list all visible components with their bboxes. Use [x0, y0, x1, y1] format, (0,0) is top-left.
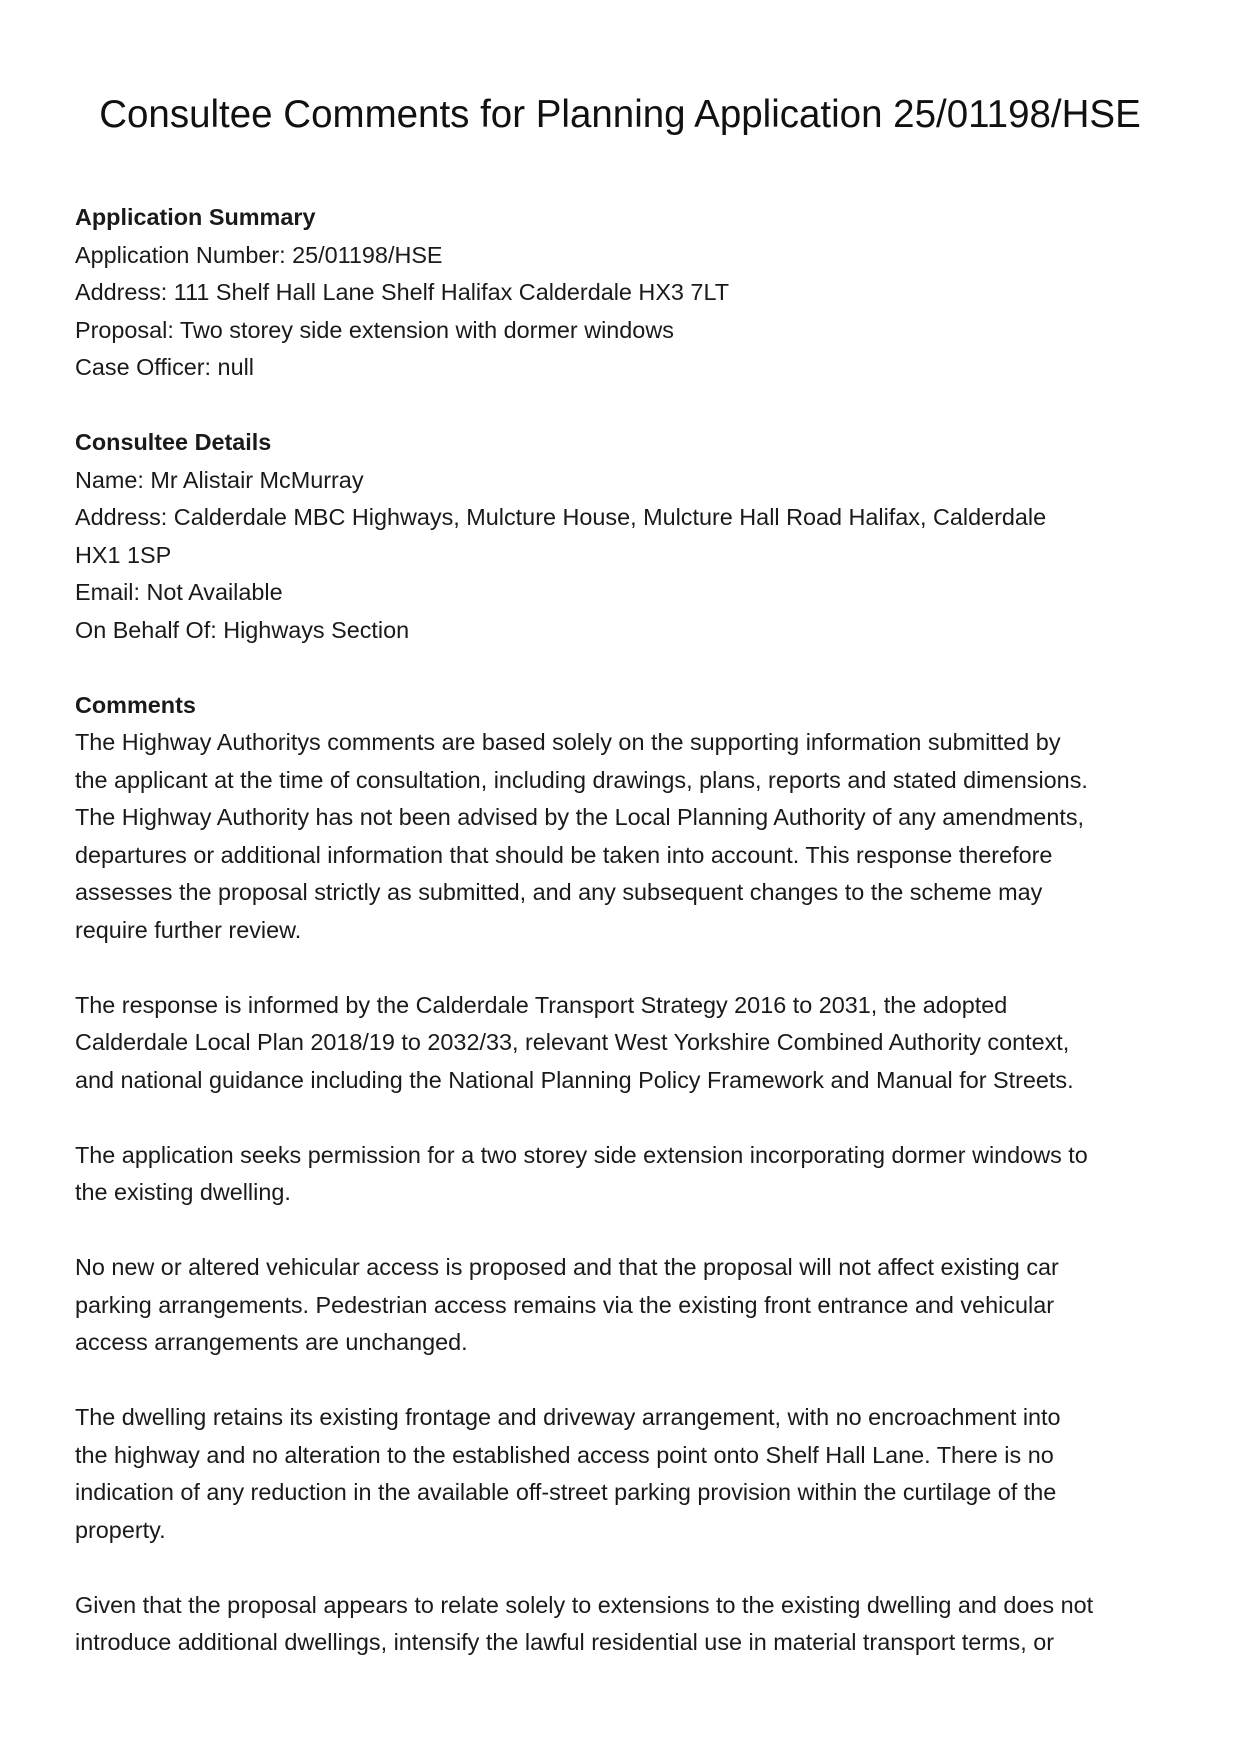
comment-line: introduce additional dwellings, intensify the lawful residential use in material transport terms, or: [75, 1629, 1054, 1655]
application-summary-section: [75, 199, 1175, 387]
comment-line: access arrangements are unchanged.: [75, 1329, 468, 1355]
comment-line: The dwelling retains its existing frontage and driveway arrangement, with no encroachment into: [75, 1404, 1061, 1430]
comment-line: The Highway Authoritys comments are based solely on the supporting information submitted by: [75, 729, 1061, 755]
section-spacer: [75, 649, 1175, 687]
section-spacer: [75, 387, 1175, 425]
document-body: [75, 199, 1175, 1699]
comment-line: departures or additional information that should be taken into account. This response therefore: [75, 841, 1053, 868]
comment-line: the applicant at the time of consultation, including drawings, plans, reports and stated dimensions.: [75, 766, 1088, 793]
comment-paragraph: [75, 987, 1175, 1100]
comment-line: assesses the proposal strictly as submitted, and any subsequent changes to the scheme may: [75, 879, 1043, 905]
comment-line: property.: [75, 1516, 166, 1543]
comment-line: Given that the proposal appears to relate solely to extensions to the existing dwelling and does not: [75, 1591, 1094, 1618]
consultee-on-behalf-of: On Behalf Of: Highways Section: [75, 616, 410, 643]
comment-line: The application seeks permission for a two storey side extension incorporating dormer windows to: [75, 1141, 1088, 1168]
consultee-details-heading: Consultee Details: [75, 429, 272, 455]
comment-paragraph: [75, 1137, 1175, 1212]
comment-line: the highway and no alteration to the established access point onto Shelf Hall Lane. There is no: [75, 1441, 1054, 1468]
application-summary-heading: Application Summary: [75, 204, 316, 230]
comment-line: the existing dwelling.: [75, 1179, 291, 1205]
case-officer: Case Officer: null: [75, 354, 254, 380]
application-number: Application Number: 25/01198/HSE: [75, 241, 443, 268]
comments-section: [75, 687, 1175, 1662]
comment-line: require further review.: [75, 916, 302, 943]
comment-paragraph: [75, 1399, 1175, 1549]
document-title: Consultee Comments for Planning Application 25/01198/HSE: [99, 93, 1141, 136]
comment-line: The Highway Authority has not been advised by the Local Planning Authority of any amendments,: [75, 804, 1085, 830]
comment-line: and national guidance including the National Planning Policy Framework and Manual for Streets.: [75, 1066, 1074, 1093]
comment-line: parking arrangements. Pedestrian access remains via the existing front entrance and vehicular: [75, 1291, 1055, 1318]
comment-line: The response is informed by the Calderdale Transport Strategy 2016 to 2031, the adopted: [75, 991, 1008, 1018]
consultee-address-line-1: Address: Calderdale MBC Highways, Mulcture House, Mulcture Hall Road Halifax, Calderdale: [75, 504, 1047, 530]
application-proposal: Proposal: Two storey side extension with dormer windows: [75, 316, 674, 343]
comment-paragraph: [75, 1249, 1175, 1362]
comment-line: Calderdale Local Plan 2018/19 to 2032/33, relevant West Yorkshire Combined Authority context,: [75, 1029, 1070, 1055]
comment-line: indication of any reduction in the available off-street parking provision within the curtilage of the: [75, 1479, 1057, 1505]
comments-heading: Comments: [75, 691, 196, 718]
consultee-email: Email: Not Available: [75, 579, 283, 605]
comment-paragraph: [75, 1587, 1175, 1662]
consultee-details-section: [75, 424, 1175, 649]
application-address: Address: 111 Shelf Hall Lane Shelf Halifax Calderdale HX3 7LT: [75, 279, 729, 305]
comment-paragraph: [75, 724, 1175, 949]
consultee-address-line-2: HX1 1SP: [75, 541, 172, 568]
consultee-name: Name: Mr Alistair McMurray: [75, 466, 364, 493]
comment-line: No new or altered vehicular access is proposed and that the proposal will not affect existing car: [75, 1254, 1059, 1280]
